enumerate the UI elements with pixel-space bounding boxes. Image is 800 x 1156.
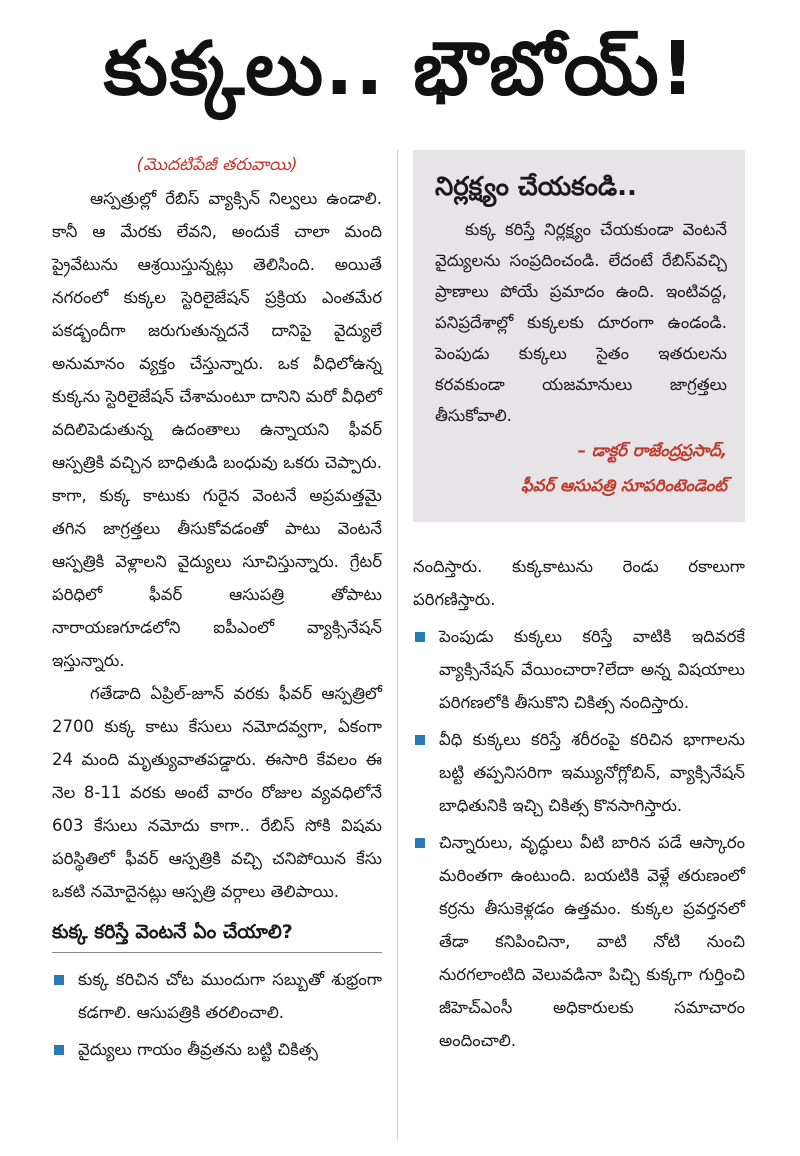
treatment-list (413, 620, 745, 1057)
list-item (413, 826, 745, 1057)
continued-text: నందిస్తారు. కుక్కకాటును రెండు రకాలుగా పరిగణిస్తారు. (413, 557, 745, 609)
advice-list (52, 963, 382, 1066)
list-item-text: కుక్క కరిచిన చోట ముందుగా సబ్బుతో శుభ్రంగా కడగాలి. ఆసుపత్రికి తరలించాలి. (78, 970, 382, 1022)
bullet-square-icon (415, 632, 425, 642)
box-body: కుక్క కరిస్తే నిర్లక్ష్యం చేయకుండా వెంటనే వైద్యులను సంప్రదించండి. లేదంటే రేబిస్‌వచ్చి ప్రాణాలు పోయే ప్రమాదం ఉంది. ఇంటివద్ద, పనిప్రదేశాల్లో కుక్కలకు దూరంగా ఉండండి. పెంపుడు కుక్కలు సైతం ఇతరులను కరవకుండా యజమానులు జాగ్రత్తలు తీసుకోవాలి. (435, 220, 727, 425)
list-item-text: చిన్నారులు, వృద్ధులు వీటి బారిన పడే ఆస్కారం మరింతగా ఉంటుంది. బయటికి వెళ్లే తరుణంలో కర్రను తీసుకెళ్లడం ఉత్తమం. కుక్కల ప్రవర్తనలో తేడా కనిపించినా, వాటి నోటి నుంచి నురగలాంటిది వెలువడినా పిచ్చి కుక్కగా గుర్తించి జీహెచ్ఎంసీ అధికారులకు సమాచారం అందించాలి. (439, 833, 745, 1050)
bullet-square-icon (54, 975, 64, 985)
list-item (52, 963, 382, 1029)
headline: కుక్కలు.. భౌబోయ్! (103, 26, 697, 112)
right-column (413, 150, 745, 1061)
list-item-text: పెంపుడు కుక్కలు కరిస్తే వాటికి ఇదివరకే వ్యాక్సినేషన్ వేయించారా?లేదా అన్న విషయాలు పరిగణలోకి తీసుకొని చికిత్స నందిస్తారు. (439, 627, 745, 712)
attribution-name: – డాక్టర్ రాజేంద్రప్రసాద్, (577, 441, 727, 460)
bullet-square-icon (415, 838, 425, 848)
box-title: నిర్లక్ష్యం చేయకండి.. (435, 172, 637, 202)
bullet-square-icon (54, 1045, 64, 1055)
list-item-text: వైద్యులు గాయం తీవ్రతను బట్టి చికిత్స (78, 1040, 318, 1059)
column-divider (397, 150, 398, 1140)
bullet-square-icon (415, 735, 425, 745)
attribution-title: ఫీవర్ ఆసుపత్రి సూపరింటెండెంట్ (521, 476, 727, 495)
left-column (52, 148, 382, 1070)
article-paragraph: గతేడాది ఏప్రిల్-జూన్ వరకు ఫీవర్ ఆస్పత్రిలో 2700 కుక్క కాటు కేసులు నమోదవ్వగా, ఏకంగా 24 మంది మృత్యువాతపడ్డారు. ఈసారి కేవలం ఈ నెల 8-11 వరకు అంటే వారం రోజుల వ్యవధిలోనే 603 కేసులు నమోదు కాగా.. రేబిస్ సోకి విషమ పరిస్థితిలో ఫీవర్ ఆస్పత్రికి వచ్చి చనిపోయిన కేసు ఒకటి నమోదైనట్లు ఆస్పత్రి వర్గాలు తెలిపాయి. (52, 684, 382, 901)
list-item (413, 723, 745, 822)
section-subhead: కుక్క కరిస్తే వెంటనే ఏం చేయాలి? (52, 914, 382, 953)
continuation-note: (మొదటిపేజీ తరువాయి) (136, 155, 298, 175)
list-item (52, 1033, 382, 1066)
quote-box (413, 150, 745, 522)
list-item (413, 620, 745, 719)
list-item-text: వీధి కుక్కలు కరిస్తే శరీరంపై కరిచిన భాగాలను బట్టి తప్పనిసరిగా ఇమ్యునోగ్లోబిన్, వ్యాక్సినేషన్ బాధితునికి ఇచ్చి చికిత్స కొనసాగిస్తారు. (439, 730, 745, 815)
article-paragraph: ఆస్పత్రుల్లో రేబిస్ వ్యాక్సిన్ నిల్వలు ఉండాలి. కానీ ఆ మేరకు లేవని, అందుకే చాలా మంది ప్రైవేటును ఆశ్రయిస్తున్నట్లు తెలిసింది. అయితే నగరంలో కుక్కల స్టెరిలైజేషన్ ప్రక్రియ ఎంతమేర పకడ్బందీగా జరుగుతున్నదనే దానిపై వైద్యులే అనుమానం వ్యక్తం చేస్తున్నారు. ఒక వీధిలోఉన్న కుక్కను స్టెరిలైజేషన్ చేశామంటూ దానిని మరో వీధిలో వదిలిపెడుతున్న ఉదంతాలు ఉన్నాయని ఫీవర్ ఆస్పత్రికి వచ్చిన బాధితుడి బంధువు ఒకరు చెప్పారు. కాగా, కుక్క కాటుకు గురైన వెంటనే అప్రమత్తమై తగిన జాగ్రత్తలు తీసుకోవడంతో పాటు వెంటనే ఆస్పత్రికి వెళ్లాలని వైద్యులు సూచిస్తున్నారు. గ్రేటర్ పరిధిలో ఫీవర్ ఆసుపత్రి తోపాటు నారాయణగూడలోని ఐపీఎంలో వ్యాక్సినేషన్ ఇస్తున్నారు. (52, 189, 382, 670)
